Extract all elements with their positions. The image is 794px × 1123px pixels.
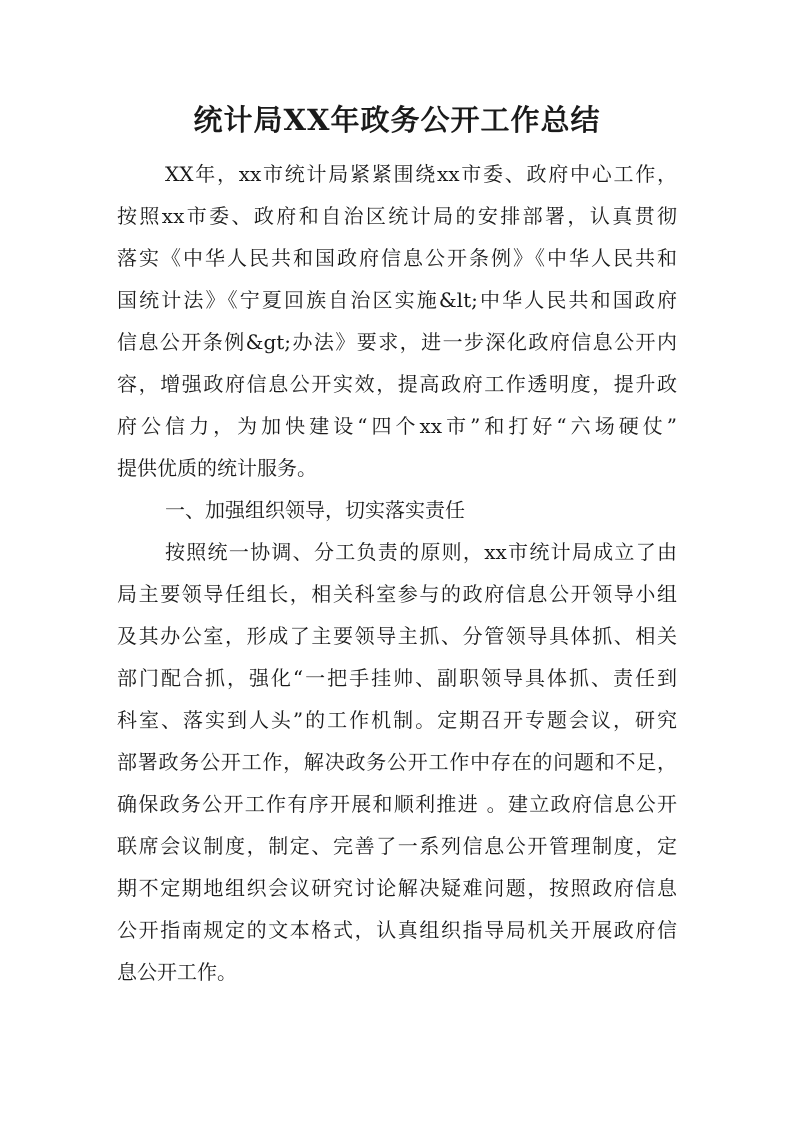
paragraph-line: 国统计法》《宁夏回族自治区实施&lt;中华人民共和国政府 [117,288,677,312]
paragraph-line: 及其办公室，形成了主要领导主抓、分管领导具体抓、相关 [117,624,677,648]
section-heading: 一、加强组织领导，切实落实责任 [165,498,465,522]
paragraph-line: 提供优质的统计服务。 [117,456,317,480]
paragraph-line: 部署政务公开工作，解决政务公开工作中存在的问题和不足， [117,750,677,774]
paragraph-line: 期不定期地组织会议研究讨论解决疑难问题，按照政府信息 [117,876,677,900]
document-title: 统计局XX年政务公开工作总结 [193,103,601,137]
paragraph-line: 科室、落实到人头”的工作机制。定期召开专题会议，研究 [117,708,677,732]
paragraph-line: 府公信力，为加快建设“四个xx市”和打好“六场硬仗” [117,414,677,438]
paragraph-line: XX年，xx市统计局紧紧围绕xx市委、政府中心工作， [165,162,677,186]
paragraph-line: 公开指南规定的文本格式，认真组织指导局机关开展政府信 [117,918,677,942]
paragraph-line: 局主要领导任组长，相关科室参与的政府信息公开领导小组 [117,582,677,606]
paragraph-line: 按照统一协调、分工负责的原则，xx市统计局成立了由 [165,540,677,564]
paragraph-line: 落实《中华人民共和国政府信息公开条例》《中华人民共和 [117,246,677,270]
paragraph-line: 联席会议制度，制定、完善了一系列信息公开管理制度，定 [117,834,677,858]
paragraph-line: 部门配合抓，强化“一把手挂帅、副职领导具体抓、责任到 [117,666,677,690]
paragraph-line: 容，增强政府信息公开实效，提高政府工作透明度，提升政 [117,372,677,396]
paragraph-line: 信息公开条例&gt;办法》要求，进一步深化政府信息公开内 [117,330,677,354]
paragraph-line: 确保政务公开工作有序开展和顺利推进 。建立政府信息公开 [117,792,677,816]
paragraph-line: 按照xx市委、政府和自治区统计局的安排部署，认真贯彻 [117,204,677,228]
paragraph-line: 息公开工作。 [117,960,237,984]
